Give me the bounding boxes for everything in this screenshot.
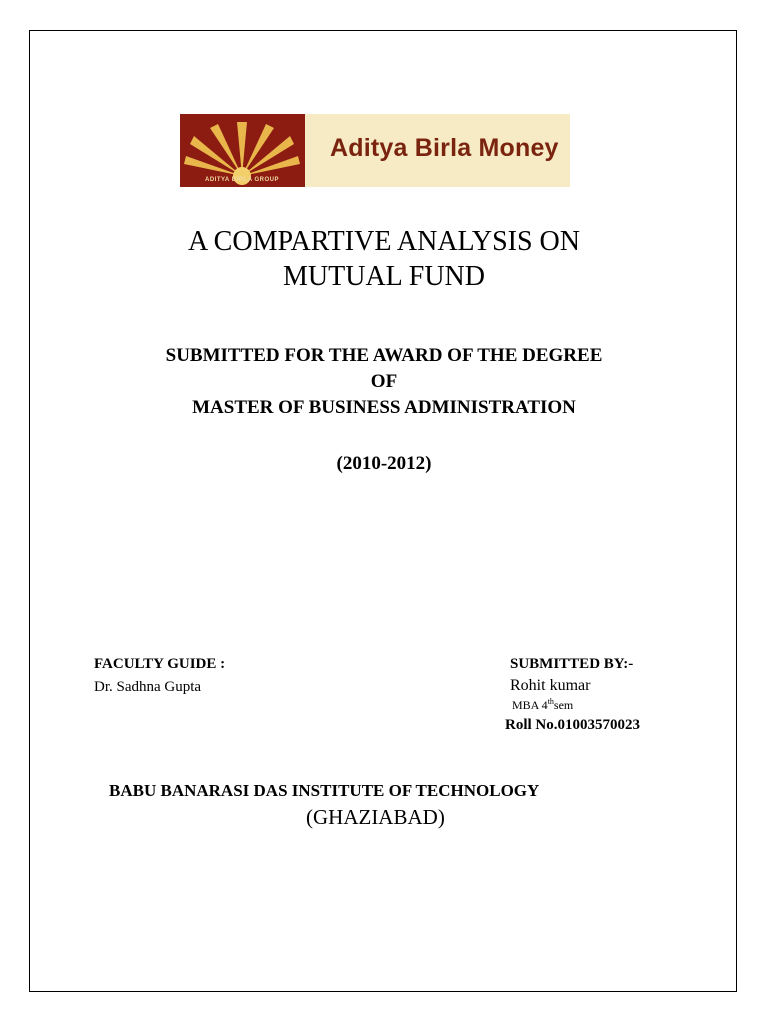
submitted-by-label: SUBMITTED BY:- <box>510 656 634 672</box>
institute-city: (GHAZIABAD) <box>306 805 445 829</box>
faculty-guide-name: Dr. Sadhna Gupta <box>94 679 202 695</box>
company-logo <box>180 114 570 187</box>
faculty-guide-label: FACULTY GUIDE : <box>94 656 226 672</box>
academic-years: (2010-2012) <box>336 453 432 474</box>
submission-line-1: SUBMITTED FOR THE AWARD OF THE DEGREE <box>165 345 603 366</box>
submission-line-3: MASTER OF BUSINESS ADMINISTRATION <box>192 397 576 418</box>
student-course <box>512 698 573 713</box>
institute-name: BABU BANARASI DAS INSTITUTE OF TECHNOLOGY <box>109 781 540 800</box>
logo-brand-text: Aditya Birla Money <box>330 134 559 162</box>
submission-line-2: OF <box>370 371 398 392</box>
roll-number: Roll No.01003570023 <box>505 717 640 733</box>
course-prefix: MBA 4 <box>512 698 548 712</box>
student-name: Rohit kumar <box>510 677 591 694</box>
title-line-1: A COMPARTIVE ANALYSIS ON <box>188 226 580 257</box>
course-superscript: th <box>547 697 554 706</box>
logo-group-text: ADITYA BIRLA GROUP <box>204 177 279 183</box>
course-suffix: sem <box>553 698 574 712</box>
sunburst-logo-icon <box>180 114 305 187</box>
title-line-2: MUTUAL FUND <box>283 261 485 292</box>
